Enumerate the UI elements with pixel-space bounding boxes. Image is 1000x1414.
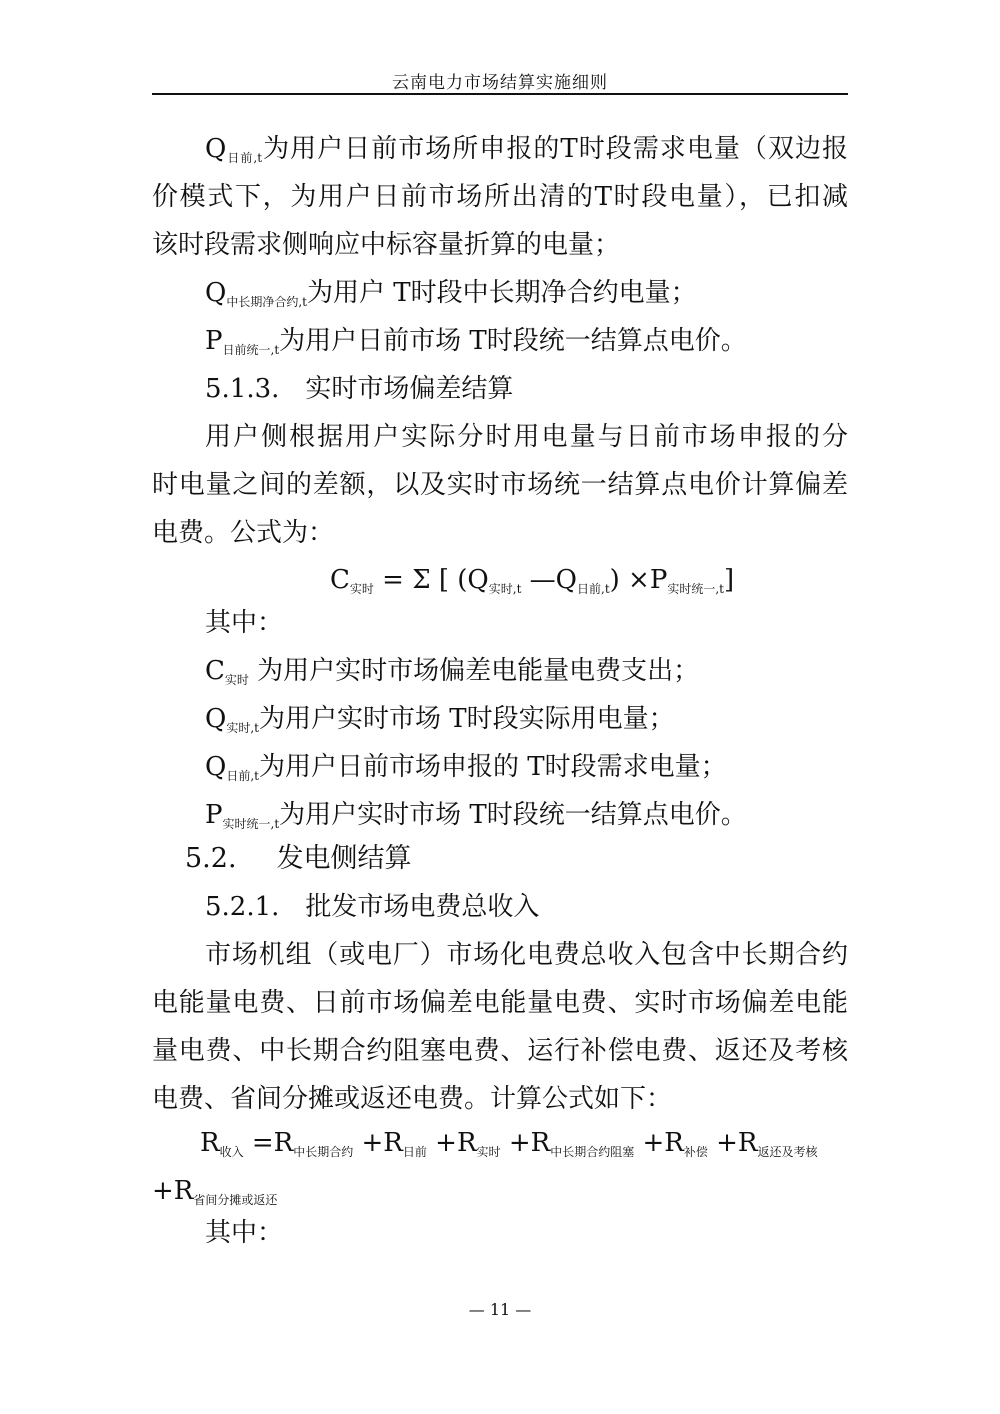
para2-line1: 用户侧根据用户实际分时用电量与日前市场申报的分 [205,422,848,452]
formula-op: =R [243,1128,294,1158]
symbol: P [205,326,223,356]
formula-op: +R [353,1128,403,1158]
formula-op: —Q [521,565,577,595]
formula-subscript: 中长期合约阻塞 [550,1145,635,1159]
formula-subscript: 实时 [476,1145,501,1159]
para1-line2: 价模式下，为用户日前市场所出清的T时段电量），已扣减 [152,182,848,212]
section-heading-5-1-3 [205,372,513,406]
text: 为用户实时市场 T时段实际用电量； [258,704,675,734]
para2-line3: 电费。公式为： [152,518,335,548]
para1-line1 [205,132,848,175]
formula-op: +R [426,1128,477,1158]
subscript: 实时 [224,673,249,687]
text: 为用户实时市场偏差电能量电费支出； [248,656,700,686]
where-label-2: 其中： [205,1218,284,1248]
formula-total-revenue [200,1126,818,1169]
formula-symbol: R [200,1128,220,1158]
para3-line4: 电费、省间分摊或返还电费。计算公式如下： [152,1084,673,1114]
formula-subscript: 实时统一,t [667,582,724,596]
text: 为用户 T时段中长期净合约电量； [306,278,697,308]
def-q-dayahead [205,750,727,793]
formula-op: +R [152,1176,194,1206]
para2-line2: 时电量之间的差额，以及实时市场统一结算点电价计算偏差 [152,470,848,500]
text: 为用户实时市场 T时段统一结算点电价。 [279,800,747,830]
formula-op: +R [500,1128,551,1158]
symbol: Q [205,134,227,164]
symbol: Q [205,752,227,782]
formula-symbol: C [330,565,350,595]
para3-line3: 量电费、中长期合约阻塞电费、运行补偿电费、返还及考核 [152,1036,848,1066]
formula-subscript: 省间分摊或返还 [193,1193,278,1207]
section-title: 批发市场电费总收入 [305,892,540,922]
text: 为用户日前市场申报的 T时段需求电量； [258,752,727,782]
formula-subscript: 实时 [349,582,374,596]
subscript: 实时,t [226,721,259,735]
para3-line2: 电能量电费、日前市场偏差电能量电费、实时市场偏差电能 [152,988,848,1018]
def-p-realtime [205,798,747,841]
subscript: 日前,t [226,769,259,783]
para1-line3: 该时段需求侧响应中标容量折算的电量； [152,230,621,260]
symbol: Q [205,704,227,734]
formula-subscript: 日前,t [577,582,610,596]
formula-op: ] [723,565,735,595]
subscript: 实时统一,t [222,817,280,831]
section-number: 5.2.1. [205,892,280,922]
subscript: 中长期净合约,t [226,295,307,309]
header-rule [152,93,848,95]
formula-realtime-deviation [330,563,734,606]
section-number: 5.2. [185,843,237,874]
def-q-realtime [205,702,675,745]
section-title: 实时市场偏差结算 [305,374,514,404]
formula-op: +R [634,1128,684,1158]
text: 为用户日前市场 T时段统一结算点电价。 [279,326,747,356]
symbol: Q [205,278,227,308]
formula-op: +R [707,1128,758,1158]
formula-subscript: 返还及考核 [757,1145,818,1159]
subscript: 日前统一,t [222,343,280,357]
formula-op: ) ×P [609,565,668,595]
formula-subscript: 收入 [219,1145,244,1159]
formula-subscript: 日前 [402,1145,427,1159]
subscript: 日前,t [226,151,263,165]
def-p-dayahead [205,324,747,367]
formula-subscript: 中长期合约 [293,1145,354,1159]
formula-subscript: 实时,t [488,582,522,596]
symbol: C [205,656,225,686]
formula-op: = Σ [ (Q [373,565,489,595]
section-number: 5.1.3. [205,374,280,404]
running-header: 云南电力市场结算实施细则 [392,73,608,93]
symbol: P [205,800,223,830]
para3-line1: 市场机组（或电厂）市场化电费总收入包含中长期合约 [205,940,848,970]
def-c-realtime [205,654,699,697]
section-heading-5-2-1 [205,890,539,924]
text: 为用户日前市场所申报的T时段需求电量（双边报 [262,134,849,164]
def-q-midlong [205,276,697,319]
where-label-1: 其中： [205,608,284,638]
page-number: — 11 — [468,1300,532,1319]
formula-total-revenue-cont [152,1174,277,1217]
section-heading-5-2 [185,842,412,876]
section-title: 发电侧结算 [276,843,412,874]
formula-subscript: 补偿 [683,1145,708,1159]
